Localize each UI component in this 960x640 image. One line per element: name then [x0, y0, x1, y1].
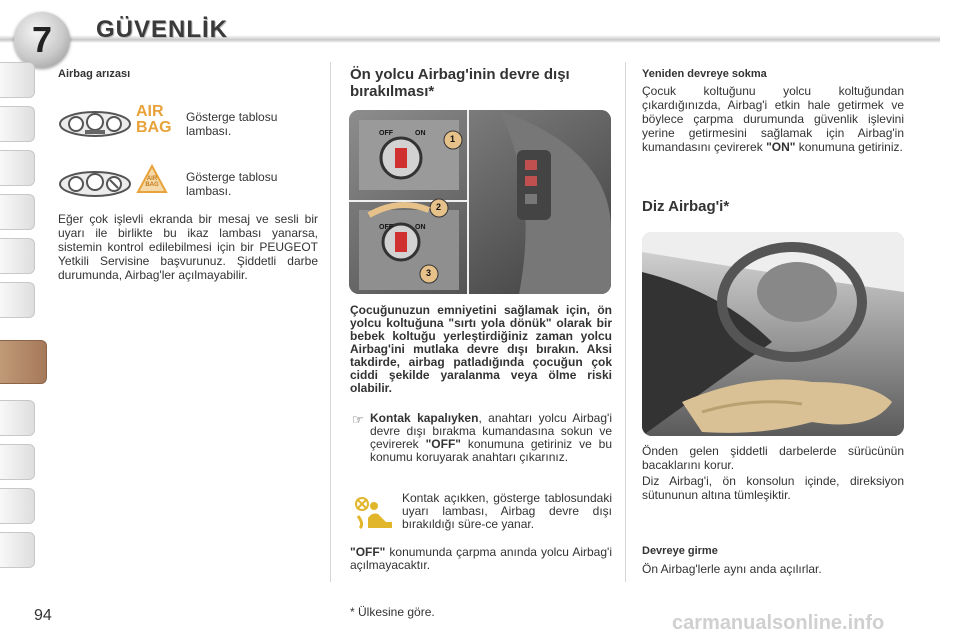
chapter-tab[interactable]: [0, 444, 35, 480]
section-heading-deploy: Devreye girme: [642, 545, 718, 557]
section-heading-reactivate: Yeniden devreye sokma: [642, 68, 767, 80]
deactivation-photo: [349, 110, 611, 294]
chapter-tab[interactable]: [0, 488, 35, 524]
dashboard-icon: [58, 110, 132, 138]
pointing-hand-icon: ☞: [352, 412, 364, 427]
on-label: ON: [415, 130, 426, 137]
step-number: 2: [436, 202, 442, 212]
column-divider: [625, 62, 626, 582]
reactivate-text: konumuna getiriniz.: [795, 140, 903, 154]
chapter-tab[interactable]: [0, 106, 35, 142]
off-note: [350, 546, 612, 572]
off-note-text: konumunda çarpma anında yolcu Airbag'i açılmayacaktır.: [350, 545, 612, 572]
chapter-tab[interactable]: [0, 532, 35, 568]
reactivate-paragraph: [642, 84, 904, 154]
off-position: "OFF": [425, 437, 461, 451]
chapter-badge: [14, 12, 70, 68]
on-label: ON: [415, 224, 426, 231]
chapter-title: GÜVENLİK: [96, 16, 229, 43]
airbag-warning-icon: AIR BAG: [136, 103, 172, 136]
section-heading-knee-airbag: Diz Airbag'i*: [642, 198, 730, 215]
watermark: carmanualsonline.info: [672, 612, 885, 634]
reactivate-text: Çocuk koltuğunu yolcu koltuğundan çıkardığınızda, Airbag'i etkin hale getirmek ve böylece çarpma durumunda güvenlik işlevini yerine getirmesini sağlamak için Airbag'in kumandasını çevirerek: [642, 84, 904, 154]
off-position: "OFF": [350, 545, 386, 559]
deploy-text: Ön Airbag'lerle aynı anda açılırlar.: [642, 562, 822, 576]
deactivation-instruction: [370, 412, 612, 464]
airbag-fault-paragraph: Eğer çok işlevli ekranda bir mesaj ve sesli bir uyarı ile birlikte bu ikaz lambası yanarsa, sistemin kontrol edilebilmesi için bir PEUGEOT Yetkili Servisine başvurunuz. Şiddetli darbe durumunda, Airbag'ler açılmayabilir.: [58, 212, 318, 282]
column-divider: [330, 62, 331, 582]
dashboard-icon: [58, 170, 132, 198]
instruction-bold: Kontak kapalıyken: [370, 411, 479, 425]
chapter-tab[interactable]: [0, 194, 35, 230]
chapter-tab[interactable]: [0, 400, 35, 436]
section-heading-airbag-fault: Airbag arızası: [58, 68, 131, 80]
off-label: OFF: [379, 130, 393, 137]
step-number: 1: [450, 134, 456, 144]
knee-airbag-photo: [642, 232, 904, 436]
knee-airbag-text: Önden gelen şiddetli darbelerde sürücünün bacaklarını korur.: [642, 444, 904, 472]
passenger-airbag-off-icon: [352, 494, 394, 530]
instruction-text: , anahtarı yolcu Airbag'i devre dışı bırakma kumandasına sokun ve çevirerek: [370, 411, 612, 451]
lamp-label: Gösterge tablosu lambası.: [186, 170, 278, 198]
footnote: * Ülkesine göre.: [350, 605, 435, 619]
indicator-note: Kontak açıkken, gösterge tablosundaki uyarı lambası, Airbag devre dışı bırakıldığı süre-ce yanar.: [402, 491, 612, 531]
chapter-number: 7: [31, 19, 53, 60]
section-heading-passenger-airbag: Ön yolcu Airbag'inin devre dışı bırakılması*: [350, 66, 570, 100]
chapter-tab[interactable]: [0, 62, 35, 98]
child-seat-warning: Çocuğunuzun emniyetini sağlamak için, ön yolcu koltuğuna "sırtı yola dönük" olarak bir bebek koltuğu yerleştirdiğiniz zaman yolcu Airbag'ini mutlaka devre dışı bırakın. Aksi takdirde, airbag patladığında çocuğun çok ciddi şekilde yaralanma veya ölme riski olabilir.: [350, 303, 612, 395]
chapter-tab-active[interactable]: [0, 340, 47, 384]
knee-airbag-location: Diz Airbag'i, ön konsolun içinde, direksiyon sütununun altına tümleşiktir.: [642, 474, 904, 502]
instruction-text: konumuna getiriniz ve bu konumu koruyarak anahtarı çıkarınız.: [370, 437, 613, 464]
lamp-label: Gösterge tablosu lambası.: [186, 110, 278, 138]
off-label: OFF: [379, 224, 393, 231]
chapter-tab[interactable]: [0, 282, 35, 318]
on-position: "ON": [766, 140, 796, 154]
step-number: 3: [426, 268, 432, 278]
page-number: 94: [34, 607, 52, 624]
chapter-tab[interactable]: [0, 238, 35, 274]
chapter-tab[interactable]: [0, 150, 35, 186]
airbag-triangle-label: AIR BAG: [145, 176, 159, 188]
